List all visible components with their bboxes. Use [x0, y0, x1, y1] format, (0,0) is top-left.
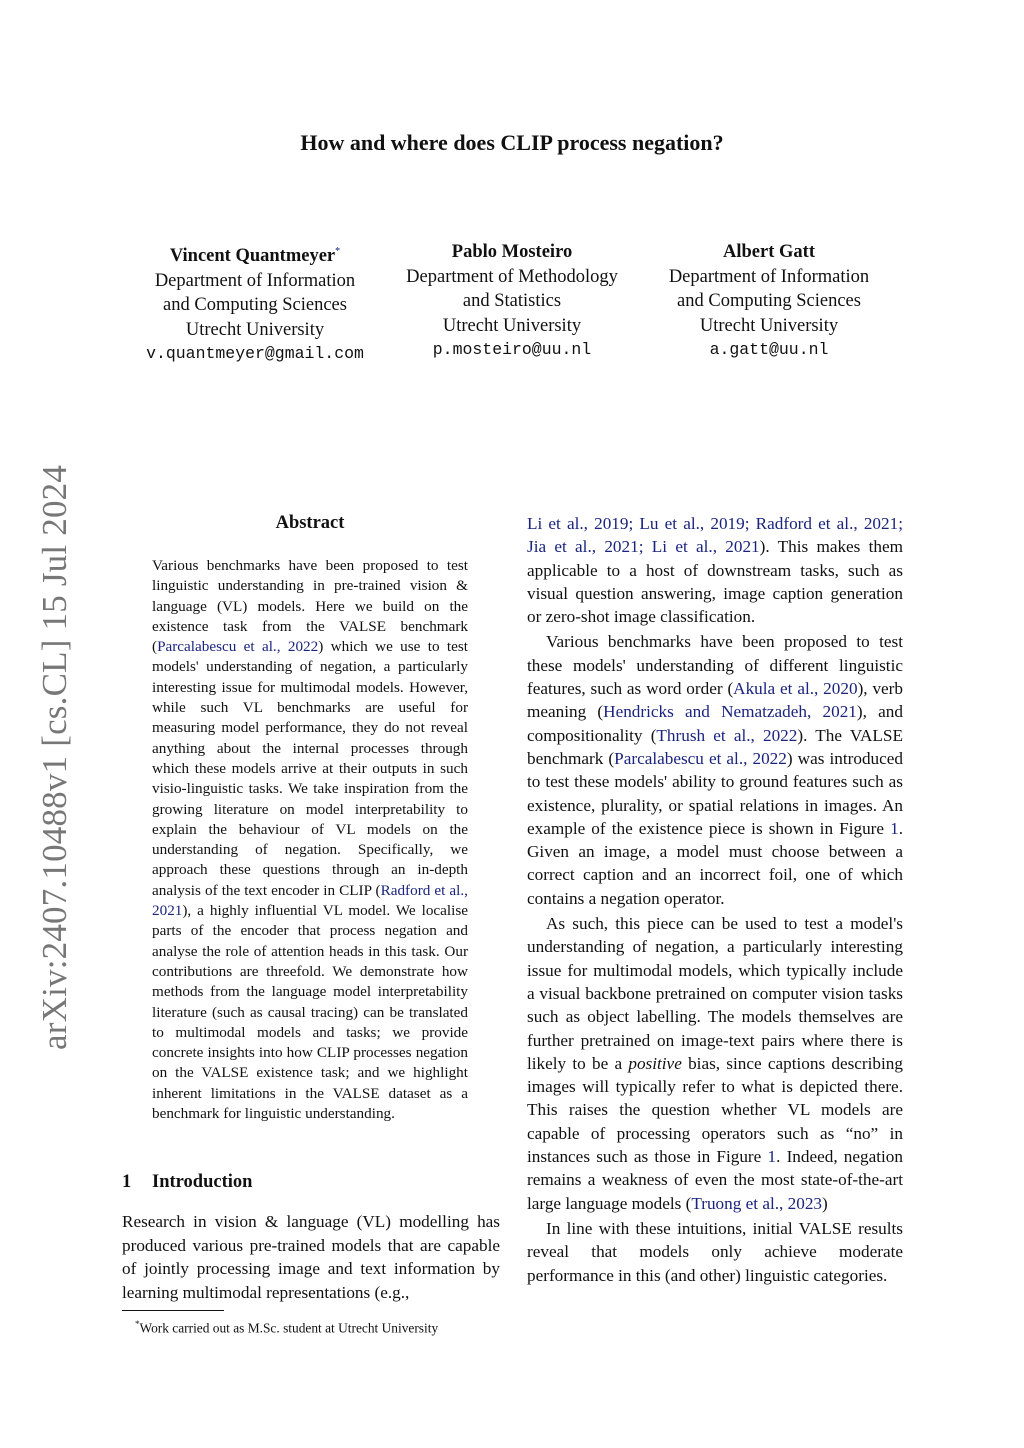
author-department: Department of Methodology: [406, 266, 618, 287]
section-heading-introduction: [122, 1172, 502, 1193]
figure-reference-link[interactable]: 1: [767, 1147, 777, 1167]
citation-link[interactable]: Radford et al., 2021: [755, 514, 899, 533]
citation-link[interactable]: Parcalabescu et al., 2022: [614, 748, 787, 768]
citation-link[interactable]: Truong et al., 2023: [691, 1193, 823, 1213]
citation-link[interactable]: Li et al., 2021: [651, 537, 760, 557]
citation-link[interactable]: Thrush et al., 2022: [656, 725, 798, 745]
arxiv-identifier: arXiv:2407.10488v1 [cs.CL] 15 Jul 2024: [35, 464, 74, 1050]
author-department: and Computing Sciences: [163, 295, 347, 316]
citation-link[interactable]: Jia et al., 2021: [527, 537, 639, 557]
right-column: [527, 512, 903, 1289]
author-name: Albert Gatt: [723, 242, 815, 262]
footnote-marker[interactable]: *: [335, 246, 341, 257]
paragraph: Various benchmarks have been proposed to test these models' understanding of different linguistic features, such as word order (Akula et al., 2020), verb meaning (Hendricks and Nematzadeh, 2021), and compositionality (Thrush et al., 2022). The VALSE benchmark (Parcalabescu et al., 2022) was introduced to test these models' ability to ground features such as existence, plurality, or spatial relations in images. An example of the existence piece is shown in Figure 1. Given an image, a model must choose between a correct caption and an incorrect foil, one of which contains a negation operator.: [527, 632, 903, 908]
author-university: Utrecht University: [185, 319, 325, 340]
author-block: [387, 240, 637, 363]
author-department: Department of Information: [154, 270, 356, 291]
footnote-divider: [122, 1310, 224, 1311]
author-email: v.quantmeyer@gmail.com: [146, 344, 364, 364]
author-department: and Statistics: [462, 291, 562, 311]
abstract-text: Various benchmarks have been proposed to test linguistic understanding in pre-trained vision & language (VL) models. Here we build on the existence task from the VALSE benchmark (Parcalabescu et al., 2022) which we use to test models' understanding of negation, a particularly interesting issue for multimodal models. However, while such VL benchmarks are useful for measuring model performance, they do not reveal anything about the internal processes through which these models arrive at their outputs in such visio-linguistic tasks. We take inspiration from the growing literature on model interpretability to explain the behaviour of VL models on the understanding of negation. Specifically, we approach these questions through an in-depth analysis of the text encoder in CLIP (Radford et al., 2021), a highly influential VL model. We localise parts of the encoder that process negation and analyse the role of attention heads in this task. Our contributions are threefold. We demonstrate how methods from the language model interpretability literature (such as causal tracing) can be translated to multimodal models and tasks; we provide concrete insights into how CLIP processes negation on the VALSE existence task; and we highlight inherent limitations in the VALSE dataset as a benchmark for linguistic understanding.: [152, 557, 468, 1123]
footnote: *Work carried out as M.Sc. student at Utrecht University: [135, 1319, 439, 1336]
paragraph: In line with these intuitions, initial VALSE results reveal that models only achieve moderate performance in this (and other) linguistic categories.: [527, 1218, 903, 1285]
paragraph: Li et al., 2019; Lu et al., 2019; Radford et al., 2021; Jia et al., 2021; Li et al., 2021). This makes them applicable to a host of downstream tasks, such as visual question answering, image caption generation or zero-shot image classification.: [527, 514, 904, 627]
figure-reference-link[interactable]: 1: [890, 818, 899, 838]
citation-link[interactable]: Hendricks and Nematzadeh, 2021: [603, 702, 857, 722]
citation-link[interactable]: Parcalabescu et al., 2022: [157, 638, 319, 656]
author-block: [644, 240, 894, 363]
citation-link[interactable]: Radford et al., 2021: [152, 881, 468, 920]
author-name: Vincent Quantmeyer: [169, 246, 336, 267]
citation-link[interactable]: Li et al., 2019: [527, 514, 629, 533]
author-university: Utrecht University: [699, 315, 839, 336]
author-block: [130, 240, 380, 367]
section-title: Introduction: [152, 1172, 253, 1192]
author-email: a.gatt@uu.nl: [709, 340, 829, 359]
citation-link[interactable]: Akula et al., 2020: [733, 679, 858, 699]
footnote-marker: *: [135, 1319, 140, 1329]
citation-link[interactable]: Lu et al., 2019: [639, 514, 745, 533]
paragraph: As such, this piece can be used to test a model's understanding of negation, a particularly interesting issue for multimodal models, which typically include a visual backbone pretrained on computer vision tasks such as object labelling. The models themselves are further pretrained on image-text pairs where there is likely to be a positive bias, since captions describing images will typically refer to what is depicted there. This raises the question whether VL models are capable of processing operators such as “no” in instances such as those in Figure 1. Indeed, negation remains a weakness of even the most state-of-the-art large language models (Truong et al., 2023): [527, 914, 903, 1213]
author-university: Utrecht University: [442, 315, 582, 336]
author-name: Pablo Mosteiro: [451, 242, 573, 262]
author-department: and Computing Sciences: [677, 291, 861, 311]
section-number: 1: [122, 1172, 132, 1192]
author-department: Department of Information: [668, 266, 870, 287]
abstract-heading: Abstract: [275, 513, 345, 533]
author-email: p.mosteiro@uu.nl: [432, 340, 592, 359]
intro-paragraph: Research in vision & language (VL) modelling has produced various pre-trained models that are capable of jointly processing image and text information by learning multimodal representations (e.g.,: [122, 1212, 500, 1302]
paper-title: How and where does CLIP process negation?: [300, 130, 724, 155]
